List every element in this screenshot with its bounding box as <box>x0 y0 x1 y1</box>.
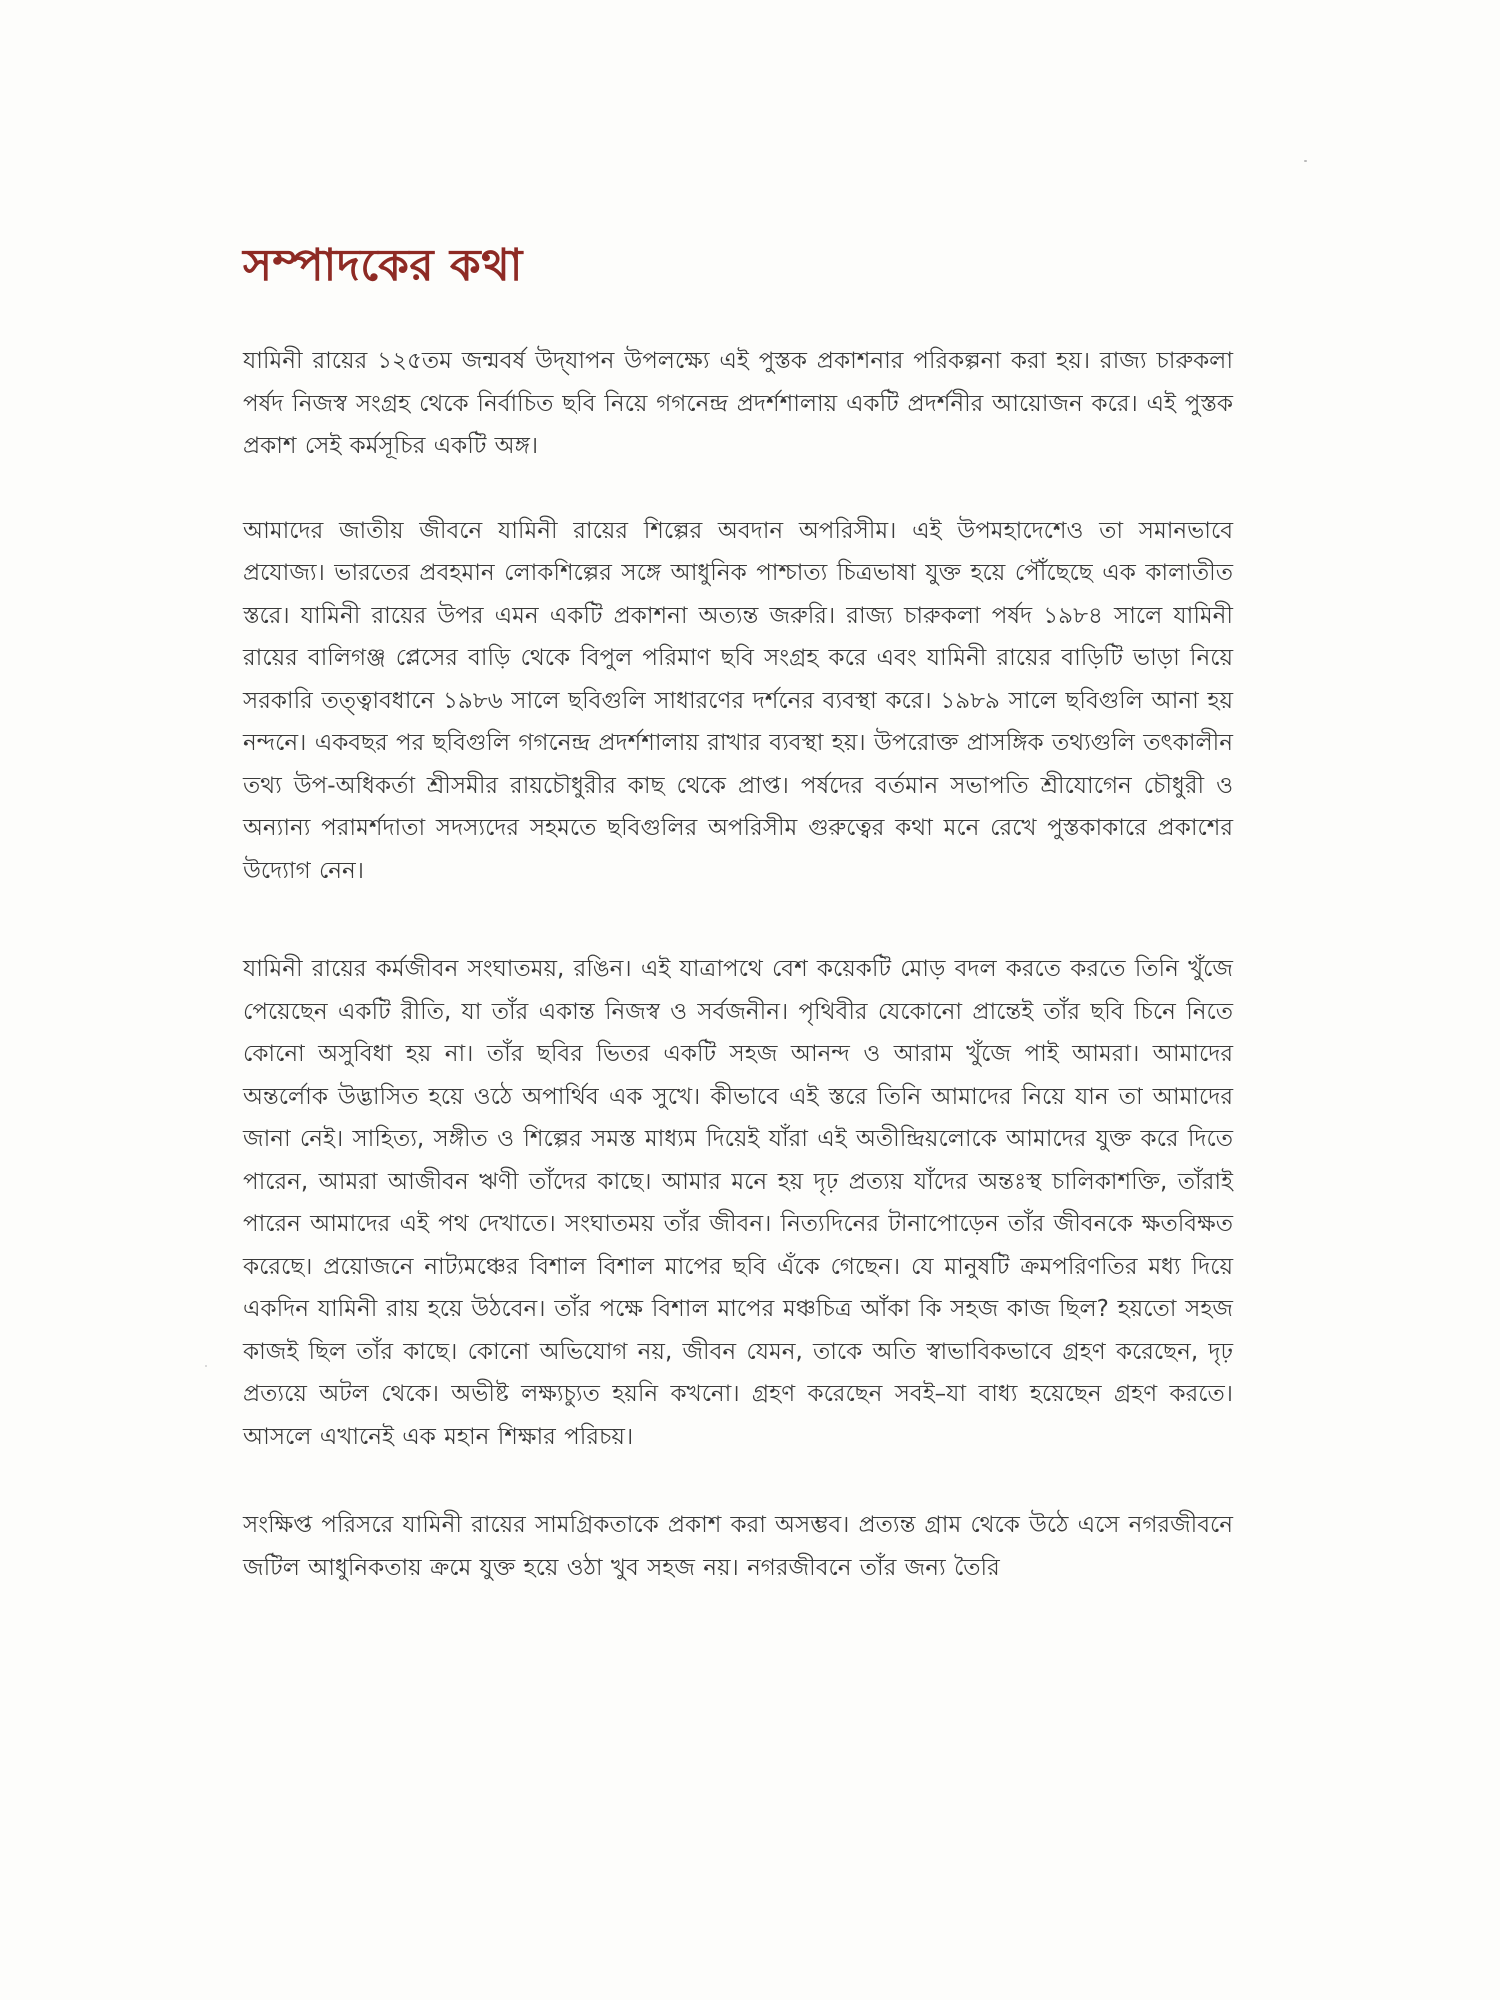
page-title: সম্পাদকের কথা <box>243 240 523 291</box>
paragraph-summary: সংক্ষিপ্ত পরিসরে যামিনী রায়ের সামগ্রিকতাকে প্রকাশ করা অসম্ভব। প্রত্যন্ত গ্রাম থেকে উঠে এসে নগরজীবনে জটিল আধুনিকতায় ক্রমে যুক্ত হয়ে ওঠা খুব সহজ নয়। নগরজীবনে তাঁর জন্য তৈরি <box>243 1512 1233 1581</box>
paragraph-career: যামিনী রায়ের কর্মজীবন সংঘাতময়, রঙিন। এই যাত্রাপথে বেশ কয়েকটি মোড় বদল করতে করতে তিনি খুঁজে পেয়েছেন একটি রীতি, যা তাঁর একান্ত নিজস্ব ও সর্বজনীন। পৃথিবীর যেকোনো প্রান্তেই তাঁর ছবি চিনে নিতে কোনো অসুবিধা হয় না। তাঁর ছবির ভিতর একটি সহজ আনন্দ ও আরাম খুঁজে পাই আমরা। আমাদের অন্তর্লোক উদ্ভাসিত হয়ে ওঠে অপার্থিব এক সুখে। কীভাবে এই স্তরে তিনি আমাদের নিয়ে যান তা আমাদের জানা নেই। সাহিত্য, সঙ্গীত ও শিল্পের সমস্ত মাধ্যম দিয়েই যাঁরা এই অতীন্দ্রিয়লোকে আমাদের যুক্ত করে দিতে পারেন, আমরা আজীবন ঋণী তাঁদের কাছে। আমার মনে হয় দৃঢ় প্রত্যয় যাঁদের অন্তঃস্থ চালিকাশক্তি, তাঁরাই পারেন আমাদের এই পথ দেখাতে। সংঘাতময় তাঁর জীবন। নিত্যদিনের টানাপোড়েন তাঁর জীবনকে ক্ষতবিক্ষত করেছে। প্রয়োজনে নাট্যমঞ্চের বিশাল বিশাল মাপের ছবি এঁকে গেছেন। যে মানুষটি ক্রমপরিণতির মধ্য দিয়ে একদিন যামিনী রায় হয়ে উঠবেন। তাঁর পক্ষে বিশাল মাপের মঞ্চচিত্র আঁকা কি সহজ কাজ ছিল? হয়তো সহজ কাজই ছিল তাঁর কাছে। কোনো অভিযোগ নয়, জীবন যেমন, তাকে অতি স্বাভাবিকভাবে গ্রহণ করেছেন, দৃঢ় প্রত্যয়ে অটল থেকে। অভীষ্ট লক্ষ্যচ্যুত হয়নি কখনো। গ্রহণ করেছেন সবই–যা বাধ্য হয়েছেন গ্রহণ করতে। আসলে এখানেই এক মহান শিক্ষার পরিচয়। <box>243 956 1233 1450</box>
body-text <box>243 340 1233 1589</box>
paper-speck <box>1304 160 1307 162</box>
paragraph-contribution: আমাদের জাতীয় জীবনে যামিনী রায়ের শিল্পের অবদান অপরিসীম। এই উপমহাদেশেও তা সমানভাবে প্রযোজ্য। ভারতের প্রবহমান লোকশিল্পের সঙ্গে আধুনিক পাশ্চাত্য চিত্রভাষা যুক্ত হয়ে পৌঁছেছে এক কালাতীত স্তরে। যামিনী রায়ের উপর এমন একটি প্রকাশনা অত্যন্ত জরুরি। রাজ্য চারুকলা পর্ষদ ১৯৮৪ সালে যামিনী রায়ের বালিগঞ্জ প্লেসের বাড়ি থেকে বিপুল পরিমাণ ছবি সংগ্রহ করে এবং যামিনী রায়ের বাড়িটি ভাড়া নিয়ে সরকারি তত্ত্বাবধানে ১৯৮৬ সালে ছবিগুলি সাধারণের দর্শনের ব্যবস্থা করে। ১৯৮৯ সালে ছবিগুলি আনা হয় নন্দনে। একবছর পর ছবিগুলি গগনেন্দ্র প্রদর্শশালায় রাখার ব্যবস্থা হয়। উপরোক্ত প্রাসঙ্গিক তথ্যগুলি তৎকালীন তথ্য উপ-অধিকর্তা শ্রীসমীর রায়চৌধুরীর কাছ থেকে প্রাপ্ত। পর্ষদের বর্তমান সভাপতি শ্রীযোগেন চৌধুরী ও অন্যান্য পরামর্শদাতা সদস্যদের সহমতে ছবিগুলির অপরিসীম গুরুত্বের কথা মনে রেখে পুস্তকাকারে প্রকাশের উদ্যোগ নেন। <box>243 517 1233 884</box>
paper-speck <box>205 1365 207 1367</box>
paragraph-intro: যামিনী রায়ের ১২৫তম জন্মবর্ষ উদ্‌যাপন উপলক্ষ্যে এই পুস্তক প্রকাশনার পরিকল্পনা করা হয়। রাজ্য চারুকলা পর্ষদ নিজস্ব সংগ্রহ থেকে নির্বাচিত ছবি নিয়ে গগনেন্দ্র প্রদর্শশালায় একটি প্রদর্শনীর আয়োজন করে। এই পুস্তক প্রকাশ সেই কর্মসূচির একটি অঙ্গ। <box>243 348 1233 459</box>
